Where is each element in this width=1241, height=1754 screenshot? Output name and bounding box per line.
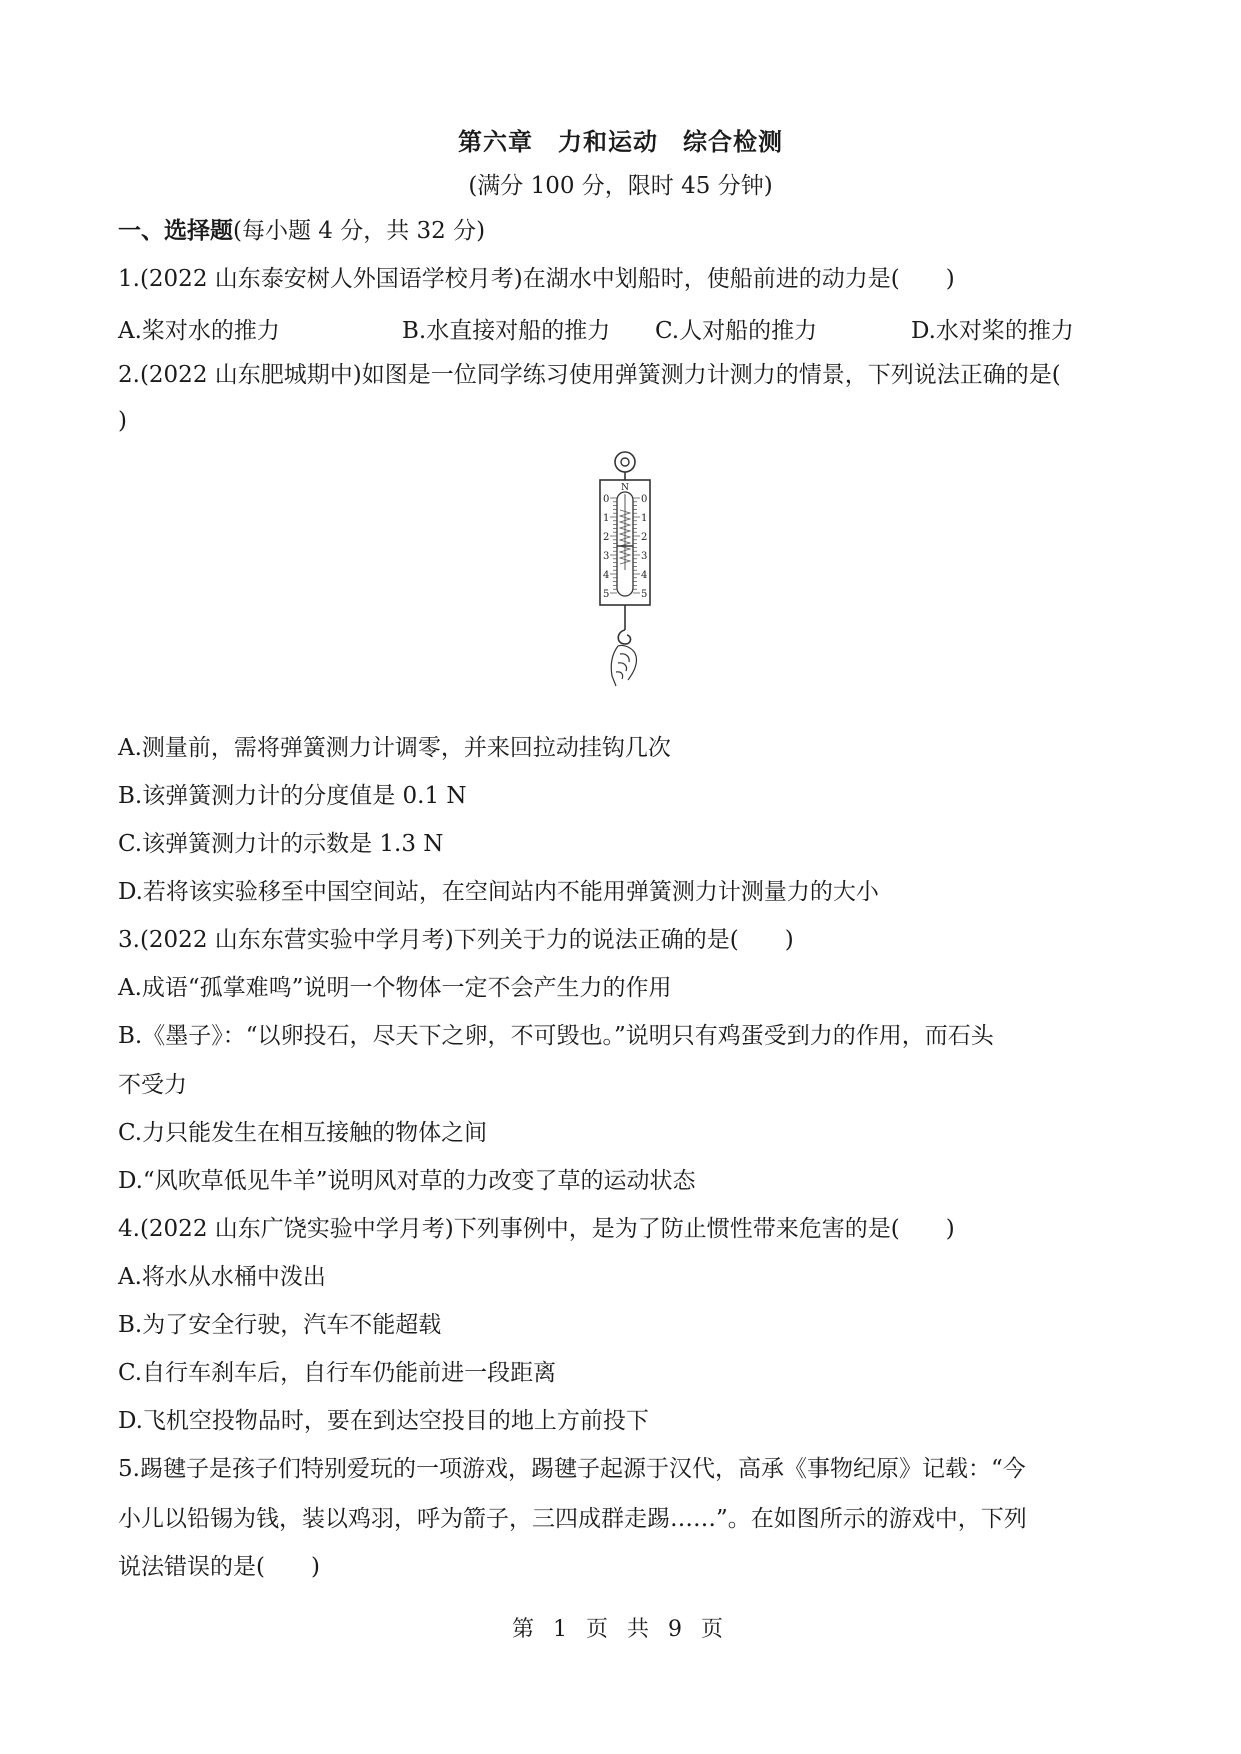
q3-option-d: D.“风吹草低见牛羊”说明风对草的力改变了草的运动状态 <box>118 1168 696 1194</box>
q2-option-d: D.若将该实验移至中国空间站，在空间站内不能用弹簧测力计测量力的大小 <box>118 879 879 905</box>
section-title: 一、选择题 <box>118 217 233 244</box>
q1-option-d: D.水对桨的推力 <box>911 318 1074 344</box>
q3-option-c: C.力只能发生在相互接触的物体之间 <box>118 1120 488 1146</box>
scale-label-right: 0 <box>641 494 648 505</box>
section-heading <box>118 216 485 246</box>
q2-option-b: B.该弹簧测力计的分度值是 0.1 N <box>118 783 467 809</box>
q4-stem: 4.(2022 山东广饶实验中学月考)下列事例中，是为了防止惯性带来危害的是( ) <box>118 1216 955 1242</box>
page-title: 第六章 力和运动 综合检测 <box>458 127 783 156</box>
q5-stem-line1: 5.踢毽子是孩子们特别爱玩的一项游戏，踢毽子起源于汉代，高承《事物纪原》记载：“今 <box>118 1456 1026 1482</box>
scale-label-right: 2 <box>641 532 648 543</box>
q1-stem: 1.(2022 山东泰安树人外国语学校月考)在湖水中划船时，使船前进的动力是( ) <box>118 266 955 292</box>
spring-scale-figure <box>590 450 660 690</box>
scale-label-left: 0 <box>603 494 610 505</box>
q4-option-c: C.自行车刹车后，自行车仍能前进一段距离 <box>118 1360 557 1386</box>
q4-option-b: B.为了安全行驶，汽车不能超载 <box>118 1312 442 1338</box>
q3-option-b-line2: 不受力 <box>118 1072 187 1098</box>
scale-label-right: 3 <box>641 551 648 562</box>
q1-option-a: A.桨对水的推力 <box>118 318 280 344</box>
scale-label-right: 4 <box>641 570 648 581</box>
exam-info: (满分 100 分，限时 45 分钟) <box>468 173 773 199</box>
q5-stem-line2: 小儿以铅锡为钱，装以鸡羽，呼为箭子，三四成群走踢……”。在如图所示的游戏中，下列 <box>118 1506 1027 1532</box>
scale-label-right: 1 <box>641 513 648 524</box>
q2-stem-line1: 2.(2022 山东肥城期中)如图是一位同学练习使用弹簧测力计测力的情景，下列说法正确的是( <box>118 362 1061 388</box>
q2-option-a: A.测量前，需将弹簧测力计调零，并来回拉动挂钩几次 <box>118 735 671 761</box>
q3-option-b-line1: B.《墨子》：“以卵投石，尽天下之卵，不可毁也。”说明只有鸡蛋受到力的作用，而石头 <box>118 1023 994 1049</box>
scale-label-left: 5 <box>603 589 610 600</box>
q2-stem-line2: ) <box>118 408 127 434</box>
q1-option-b: B.水直接对船的推力 <box>402 318 611 344</box>
scale-label-left: 4 <box>603 570 610 581</box>
scale-label-left: 3 <box>603 551 610 562</box>
page-footer: 第 1 页 共 9 页 <box>512 1617 729 1642</box>
section-note: (每小题 4 分，共 32 分) <box>233 218 486 244</box>
q5-stem-line3: 说法错误的是( ) <box>118 1554 320 1580</box>
q2-option-c: C.该弹簧测力计的示数是 1.3 N <box>118 831 444 857</box>
q3-stem: 3.(2022 山东东营实验中学月考)下列关于力的说法正确的是( ) <box>118 927 794 953</box>
scale-unit: N <box>621 483 629 493</box>
q4-option-d: D.飞机空投物品时，要在到达空投目的地上方前投下 <box>118 1408 649 1434</box>
scale-label-left: 1 <box>603 513 610 524</box>
q3-option-a: A.成语“孤掌难鸣”说明一个物体一定不会产生力的作用 <box>118 975 672 1001</box>
scale-label-left: 2 <box>603 532 610 543</box>
scale-label-right: 5 <box>641 589 648 600</box>
q1-option-c: C.人对船的推力 <box>655 318 818 344</box>
q4-option-a: A.将水从水桶中泼出 <box>118 1264 326 1290</box>
